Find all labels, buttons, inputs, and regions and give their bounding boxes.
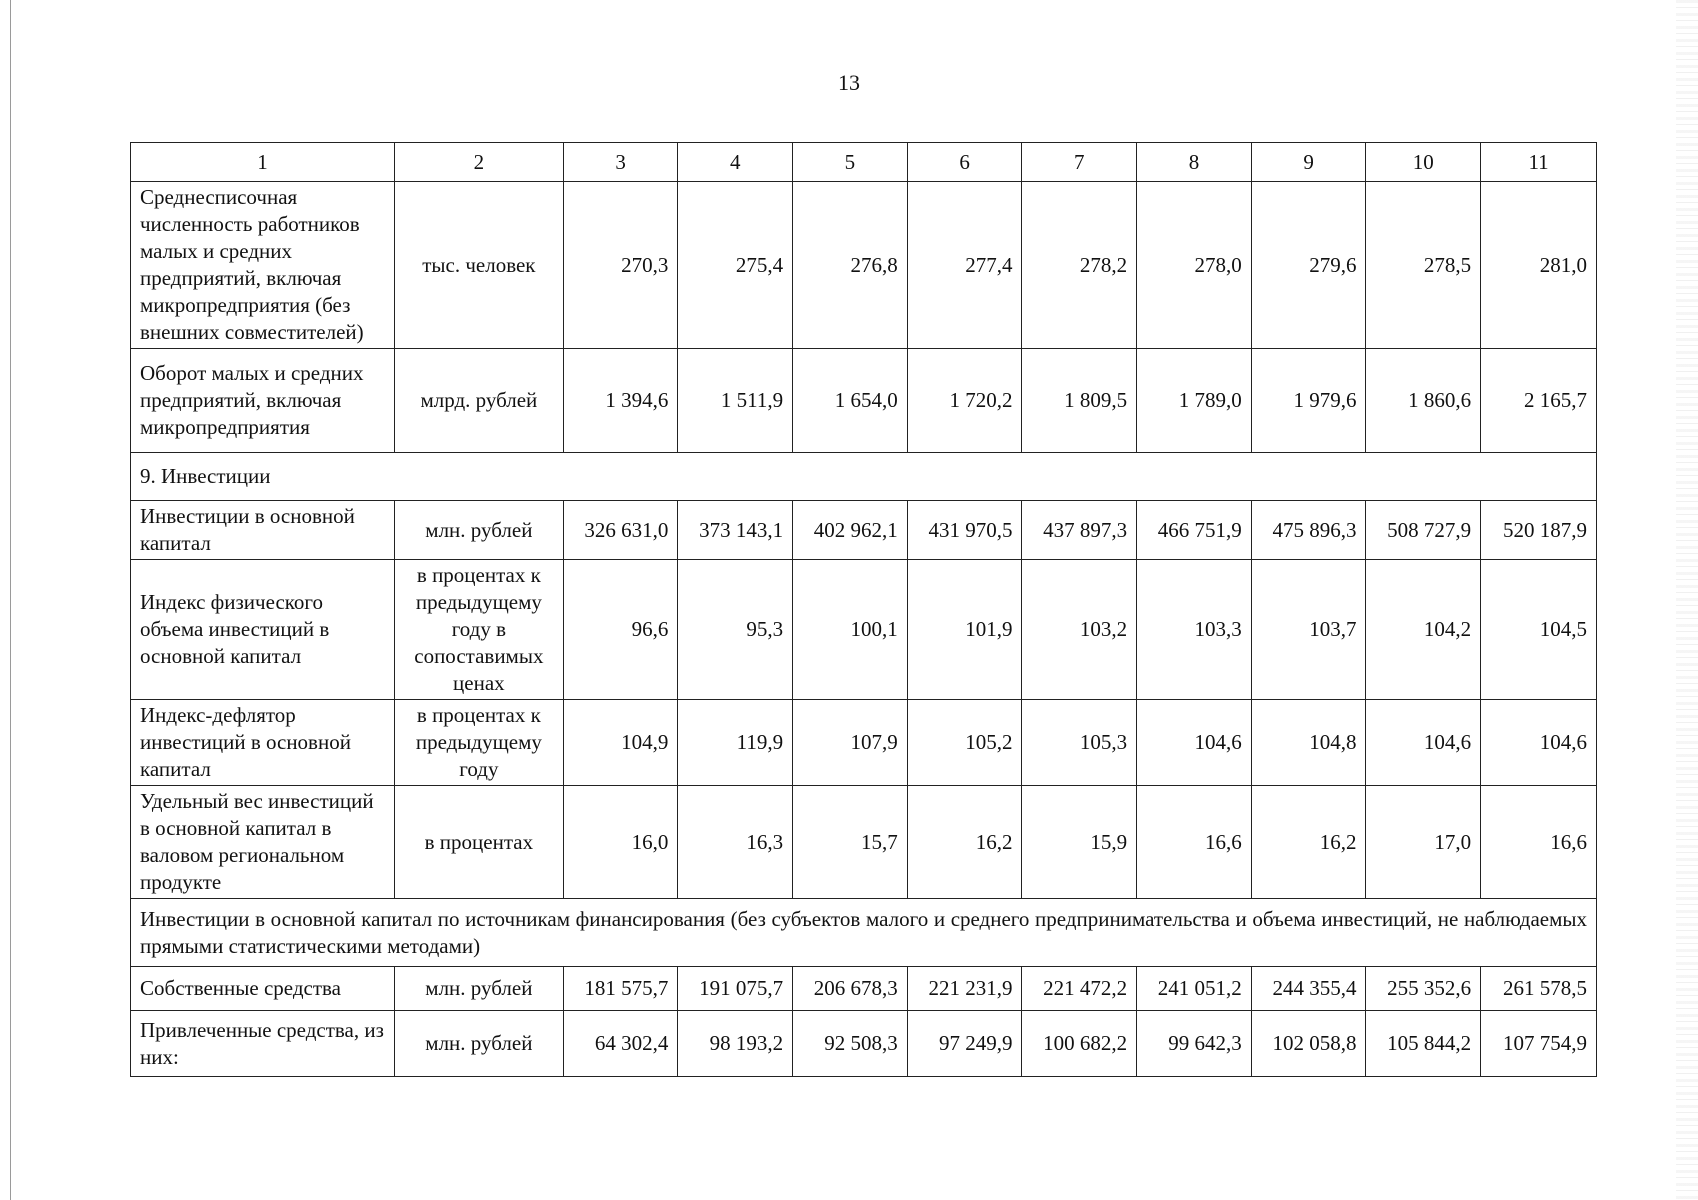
unit-cell: в процентах	[394, 786, 563, 899]
value-cell: 221 472,2	[1022, 967, 1137, 1011]
value-cell: 15,9	[1022, 786, 1137, 899]
section-note: Инвестиции в основной капитал по источникам финансирования (без субъектов малого и среднего предпринимательства и объема инвестиций, не наблюдаемых прямыми статистическими методами)	[131, 899, 1597, 967]
header-cell: 3	[563, 143, 678, 182]
section-note-row	[131, 899, 1597, 967]
section-title: 9. Инвестиции	[131, 453, 1597, 501]
value-cell: 281,0	[1481, 182, 1597, 349]
value-cell: 1 809,5	[1022, 349, 1137, 453]
value-cell: 261 578,5	[1481, 967, 1597, 1011]
value-cell: 437 897,3	[1022, 501, 1137, 560]
unit-cell: млн. рублей	[394, 967, 563, 1011]
unit-cell: млн. рублей	[394, 501, 563, 560]
table-body	[131, 143, 1597, 1077]
indicator-name: Удельный вес инвестиций в основной капитал в валовом региональном продукте	[131, 786, 395, 899]
value-cell: 98 193,2	[678, 1011, 793, 1077]
value-cell: 64 302,4	[563, 1011, 678, 1077]
table-row	[131, 700, 1597, 786]
value-cell: 16,6	[1481, 786, 1597, 899]
page-edge-line	[10, 0, 11, 1200]
header-cell: 7	[1022, 143, 1137, 182]
statistics-table	[130, 142, 1597, 1077]
page-number: 13	[838, 70, 860, 95]
table-row	[131, 501, 1597, 560]
value-cell: 241 051,2	[1137, 967, 1252, 1011]
value-cell: 104,6	[1366, 700, 1481, 786]
table-row	[131, 786, 1597, 899]
value-cell: 255 352,6	[1366, 967, 1481, 1011]
value-cell: 95,3	[678, 560, 793, 700]
value-cell: 16,2	[1251, 786, 1366, 899]
value-cell: 105,2	[907, 700, 1022, 786]
indicator-name: Оборот малых и средних предприятий, включая микропредприятия	[131, 349, 395, 453]
indicator-name: Индекс-дефлятор инвестиций в основной капитал	[131, 700, 395, 786]
unit-cell: млрд. рублей	[394, 349, 563, 453]
value-cell: 206 678,3	[793, 967, 908, 1011]
value-cell: 1 511,9	[678, 349, 793, 453]
value-cell: 508 727,9	[1366, 501, 1481, 560]
header-cell: 2	[394, 143, 563, 182]
value-cell: 107 754,9	[1481, 1011, 1597, 1077]
value-cell: 96,6	[563, 560, 678, 700]
value-cell: 99 642,3	[1137, 1011, 1252, 1077]
value-cell: 102 058,8	[1251, 1011, 1366, 1077]
header-cell: 8	[1137, 143, 1252, 182]
section-row	[131, 453, 1597, 501]
value-cell: 276,8	[793, 182, 908, 349]
value-cell: 100,1	[793, 560, 908, 700]
value-cell: 475 896,3	[1251, 501, 1366, 560]
value-cell: 101,9	[907, 560, 1022, 700]
value-cell: 2 165,7	[1481, 349, 1597, 453]
value-cell: 103,7	[1251, 560, 1366, 700]
header-cell: 9	[1251, 143, 1366, 182]
value-cell: 275,4	[678, 182, 793, 349]
header-cell: 1	[131, 143, 395, 182]
table-row	[131, 560, 1597, 700]
value-cell: 105 844,2	[1366, 1011, 1481, 1077]
value-cell: 270,3	[563, 182, 678, 349]
value-cell: 278,5	[1366, 182, 1481, 349]
indicator-name: Индекс физического объема инвестиций в основной капитал	[131, 560, 395, 700]
value-cell: 402 962,1	[793, 501, 908, 560]
value-cell: 103,2	[1022, 560, 1137, 700]
value-cell: 191 075,7	[678, 967, 793, 1011]
value-cell: 100 682,2	[1022, 1011, 1137, 1077]
value-cell: 104,5	[1481, 560, 1597, 700]
value-cell: 520 187,9	[1481, 501, 1597, 560]
indicator-name: Привлеченные средства, из них:	[131, 1011, 395, 1077]
indicator-name: Инвестиции в основной капитал	[131, 501, 395, 560]
header-cell: 10	[1366, 143, 1481, 182]
value-cell: 104,2	[1366, 560, 1481, 700]
value-cell: 373 143,1	[678, 501, 793, 560]
value-cell: 1 720,2	[907, 349, 1022, 453]
value-cell: 1 860,6	[1366, 349, 1481, 453]
value-cell: 16,6	[1137, 786, 1252, 899]
table-row	[131, 967, 1597, 1011]
value-cell: 278,0	[1137, 182, 1252, 349]
indicator-name: Среднесписочная численность работников малых и средних предприятий, включая микропредприятия (без внешних совместителей)	[131, 182, 395, 349]
unit-cell: тыс. человек	[394, 182, 563, 349]
unit-cell: в процентах к предыдущему году в сопоставимых ценах	[394, 560, 563, 700]
value-cell: 1 979,6	[1251, 349, 1366, 453]
value-cell: 279,6	[1251, 182, 1366, 349]
table-header-row	[131, 143, 1597, 182]
value-cell: 97 249,9	[907, 1011, 1022, 1077]
header-cell: 5	[793, 143, 908, 182]
value-cell: 17,0	[1366, 786, 1481, 899]
value-cell: 104,9	[563, 700, 678, 786]
table-row	[131, 349, 1597, 453]
indicator-name: Собственные средства	[131, 967, 395, 1011]
value-cell: 119,9	[678, 700, 793, 786]
value-cell: 16,0	[563, 786, 678, 899]
unit-cell: в процентах к предыдущему году	[394, 700, 563, 786]
table-row	[131, 1011, 1597, 1077]
value-cell: 15,7	[793, 786, 908, 899]
value-cell: 1 394,6	[563, 349, 678, 453]
table-row	[131, 182, 1597, 349]
value-cell: 326 631,0	[563, 501, 678, 560]
value-cell: 466 751,9	[1137, 501, 1252, 560]
unit-cell: млн. рублей	[394, 1011, 563, 1077]
value-cell: 103,3	[1137, 560, 1252, 700]
value-cell: 1 789,0	[1137, 349, 1252, 453]
scan-edge-noise	[1676, 0, 1698, 1200]
value-cell: 104,6	[1481, 700, 1597, 786]
header-cell: 6	[907, 143, 1022, 182]
header-cell: 11	[1481, 143, 1597, 182]
value-cell: 105,3	[1022, 700, 1137, 786]
value-cell: 181 575,7	[563, 967, 678, 1011]
value-cell: 16,3	[678, 786, 793, 899]
value-cell: 221 231,9	[907, 967, 1022, 1011]
value-cell: 244 355,4	[1251, 967, 1366, 1011]
value-cell: 104,8	[1251, 700, 1366, 786]
value-cell: 431 970,5	[907, 501, 1022, 560]
value-cell: 107,9	[793, 700, 908, 786]
value-cell: 1 654,0	[793, 349, 908, 453]
value-cell: 16,2	[907, 786, 1022, 899]
value-cell: 104,6	[1137, 700, 1252, 786]
value-cell: 92 508,3	[793, 1011, 908, 1077]
value-cell: 277,4	[907, 182, 1022, 349]
header-cell: 4	[678, 143, 793, 182]
value-cell: 278,2	[1022, 182, 1137, 349]
